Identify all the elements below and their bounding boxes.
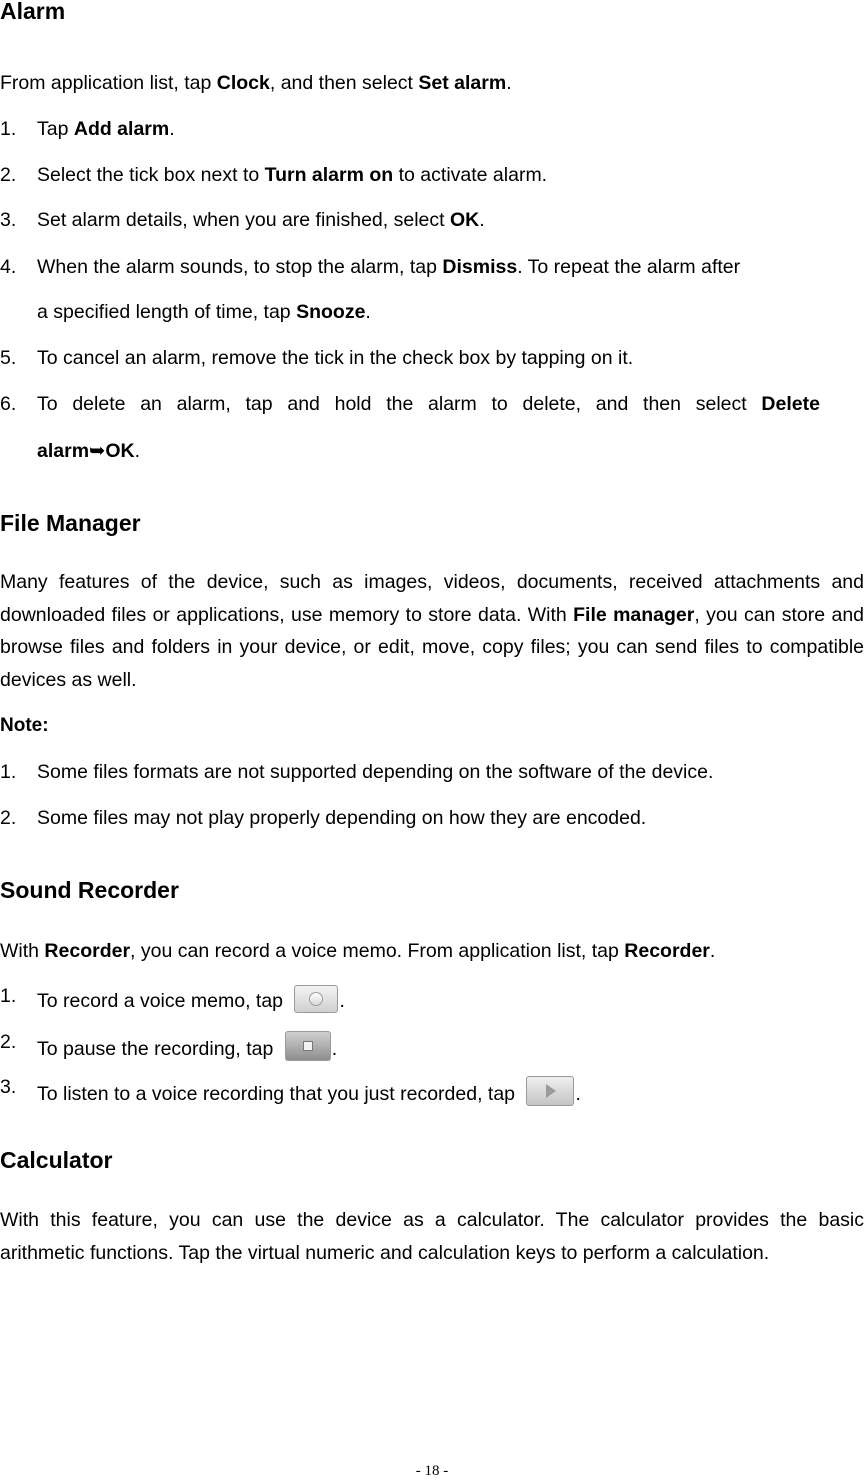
pause-button-icon xyxy=(285,1031,331,1061)
alarm-step-text: Tap Add alarm. xyxy=(37,118,175,140)
recorder-step-text: To listen to a voice recording that you just recorded, tap . xyxy=(37,1076,581,1106)
alarm-step-text-continued: a specified length of time, tap Snooze. xyxy=(37,301,371,323)
alarm-step-number: 3. xyxy=(0,209,17,231)
alarm-step-text: Select the tick box next to Turn alarm on to activate alarm. xyxy=(37,164,548,186)
record-button-icon xyxy=(294,985,338,1013)
note-number: 2. xyxy=(0,807,17,829)
recorder-step-number: 3. xyxy=(0,1076,17,1098)
alarm-step-text: When the alarm sounds, to stop the alarm, tap Dismiss. To repeat the alarm after xyxy=(37,256,741,278)
note-label: Note: xyxy=(0,715,49,736)
alarm-step-number: 6. xyxy=(0,393,17,415)
recorder-step-number: 1. xyxy=(0,985,17,1007)
alarm-step-number: 2. xyxy=(0,164,17,186)
calculator-heading: Calculator xyxy=(0,1147,113,1173)
note-text: Some files may not play properly depending on how they are encoded. xyxy=(37,807,647,829)
alarm-step-number: 4. xyxy=(0,256,17,278)
play-button-icon xyxy=(526,1076,574,1106)
note-number: 1. xyxy=(0,761,17,783)
recorder-step-number: 2. xyxy=(0,1031,17,1053)
alarm-step-text: To delete an alarm, tap and hold the alarm to delete, and then select Delete xyxy=(37,393,820,415)
alarm-intro: From application list, tap Clock, and then select Set alarm. xyxy=(0,72,512,94)
sound-recorder-intro: With Recorder, you can record a voice memo. From application list, tap Recorder. xyxy=(0,940,716,962)
calculator-paragraph: With this feature, you can use the device as a calculator. The calculator provides the basic arithmetic functions. Tap the virtual numeric and calculation keys to perform a calculation. xyxy=(0,1209,864,1264)
alarm-step-text: To cancel an alarm, remove the tick in the check box by tapping on it. xyxy=(37,347,634,369)
alarm-step-number: 5. xyxy=(0,347,17,369)
alarm-step-text: Set alarm details, when you are finished, select OK. xyxy=(37,209,485,231)
file-manager-paragraph: Many features of the device, such as images, videos, documents, received attachments and downloaded files or applications, use memory to store data. With File manager, you can store and browse files and folders in your device, or edit, move, copy files; you can send files to compatible devices as well. xyxy=(0,571,864,692)
alarm-heading: Alarm xyxy=(0,0,66,24)
file-manager-heading: File Manager xyxy=(0,510,141,536)
note-text: Some files formats are not supported depending on the software of the device. xyxy=(37,761,714,783)
recorder-step-text: To pause the recording, tap . xyxy=(37,1031,337,1061)
recorder-step-text: To record a voice memo, tap . xyxy=(37,985,345,1013)
sound-recorder-heading: Sound Recorder xyxy=(0,877,179,903)
alarm-step-text-continued: alarm➥OK. xyxy=(37,440,141,462)
alarm-step-number: 1. xyxy=(0,118,17,140)
page-number: - 18 - xyxy=(415,1463,449,1479)
